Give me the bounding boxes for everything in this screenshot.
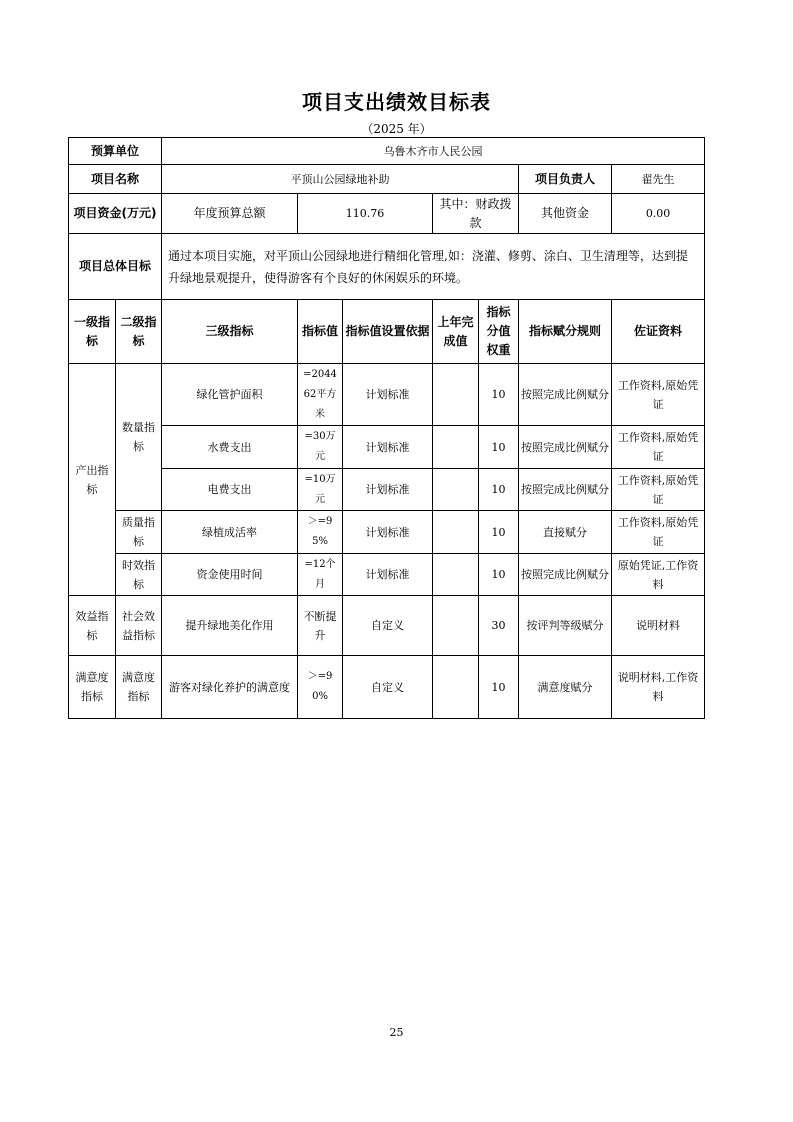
table-row	[69, 511, 705, 554]
indicator-rule: 按评判等级赋分	[519, 596, 612, 656]
page-number: 25	[389, 1026, 404, 1039]
table-row	[69, 656, 705, 719]
indicator-prev	[433, 364, 479, 426]
indicator-name: 绿植成活率	[162, 511, 298, 554]
other-funds-label: 其他资金	[519, 194, 612, 234]
project-name-value: 平顶山公园绿地补助	[162, 165, 519, 194]
indicator-name: 水费支出	[162, 426, 298, 469]
indicator-weight: 10	[479, 426, 519, 469]
table-row	[69, 364, 705, 426]
indicator-name: 资金使用时间	[162, 554, 298, 596]
indicator-basis: 计划标准	[343, 469, 433, 511]
indicator-rule: 直接赋分	[519, 511, 612, 554]
project-leader-label: 项目负责人	[519, 165, 612, 194]
header-level3: 三级指标	[162, 300, 298, 364]
header-level2: 二级指标	[116, 300, 162, 364]
table-row	[69, 469, 705, 511]
indicator-weight: 30	[479, 596, 519, 656]
annual-budget-label: 年度预算总额	[162, 194, 298, 234]
indicator-evidence: 工作资料,原始凭证	[612, 364, 705, 426]
indicator-evidence: 工作资料,原始凭证	[612, 426, 705, 469]
header-level1: 一级指标	[69, 300, 116, 364]
funds-label: 项目资金(万元)	[69, 194, 162, 234]
overall-goal-label: 项目总体目标	[69, 234, 162, 300]
group-benefit: 效益指标	[69, 596, 116, 656]
indicator-prev	[433, 511, 479, 554]
indicator-name: 提升绿地美化作用	[162, 596, 298, 656]
group-satisfaction-level2: 满意度指标	[116, 656, 162, 719]
indicator-rule: 满意度赋分	[519, 656, 612, 719]
indicator-value: =204462平方米	[298, 364, 343, 426]
indicator-weight: 10	[479, 554, 519, 596]
indicator-rule: 按照完成比例赋分	[519, 469, 612, 511]
table-row	[69, 426, 705, 469]
row-project-name	[69, 165, 705, 194]
header-prev: 上年完成值	[433, 300, 479, 364]
budget-unit-value: 乌鲁木齐市人民公园	[162, 138, 705, 165]
indicator-basis: 计划标准	[343, 511, 433, 554]
indicator-evidence: 工作资料,原始凭证	[612, 511, 705, 554]
row-funds	[69, 194, 705, 234]
indicator-prev	[433, 656, 479, 719]
indicator-prev	[433, 426, 479, 469]
indicator-prev	[433, 554, 479, 596]
header-weight: 指标分值权重	[479, 300, 519, 364]
fiscal-label: 其中：财政拨款	[433, 194, 519, 234]
indicator-value: =30万元	[298, 426, 343, 469]
performance-table	[68, 137, 705, 719]
group-satisfaction: 满意度指标	[69, 656, 116, 719]
indicator-basis: 计划标准	[343, 554, 433, 596]
indicator-weight: 10	[479, 469, 519, 511]
indicator-rule: 按照完成比例赋分	[519, 364, 612, 426]
indicator-value: 不断提升	[298, 596, 343, 656]
indicator-name: 电费支出	[162, 469, 298, 511]
group-time: 时效指标	[116, 554, 162, 596]
indicator-rule: 按照完成比例赋分	[519, 554, 612, 596]
indicator-basis: 计划标准	[343, 364, 433, 426]
group-quality: 质量指标	[116, 511, 162, 554]
project-leader-value: 翟先生	[612, 165, 705, 194]
indicator-value: =12个月	[298, 554, 343, 596]
annual-budget-value: 110.76	[298, 194, 433, 234]
indicator-evidence: 原始凭证,工作资料	[612, 554, 705, 596]
overall-goal-value: 通过本项目实施，对平顶山公园绿地进行精细化管理,如：浇灌、修剪、涂白、卫生清理等，达到提升绿地景观提升，使得游客有个良好的休闲娱乐的环境。	[162, 234, 705, 300]
header-rule: 指标赋分规则	[519, 300, 612, 364]
page-title: 项目支出绩效目标表	[302, 90, 491, 114]
budget-unit-label: 预算单位	[69, 138, 162, 165]
group-output: 产出指标	[69, 364, 116, 596]
indicator-weight: 10	[479, 364, 519, 426]
header-row	[69, 300, 705, 364]
project-name-label: 项目名称	[69, 165, 162, 194]
indicator-prev	[433, 469, 479, 511]
indicator-basis: 计划标准	[343, 426, 433, 469]
table-row	[69, 554, 705, 596]
header-value: 指标值	[298, 300, 343, 364]
indicator-value: =10万元	[298, 469, 343, 511]
indicator-weight: 10	[479, 656, 519, 719]
table-row	[69, 596, 705, 656]
row-overall-goal	[69, 234, 705, 300]
indicator-weight: 10	[479, 511, 519, 554]
indicator-value: ＞=90%	[298, 656, 343, 719]
indicator-name: 绿化管护面积	[162, 364, 298, 426]
indicator-value: ＞=95%	[298, 511, 343, 554]
indicator-name: 游客对绿化养护的满意度	[162, 656, 298, 719]
row-budget-unit	[69, 138, 705, 165]
other-funds-value: 0.00	[612, 194, 705, 234]
indicator-basis: 自定义	[343, 596, 433, 656]
header-basis: 指标值设置依据	[343, 300, 433, 364]
indicator-rule: 按照完成比例赋分	[519, 426, 612, 469]
indicator-evidence: 说明材料,工作资料	[612, 656, 705, 719]
year-label: （2025 年）	[361, 122, 432, 136]
indicator-evidence: 说明材料	[612, 596, 705, 656]
header-evidence: 佐证资料	[612, 300, 705, 364]
indicator-basis: 自定义	[343, 656, 433, 719]
group-social: 社会效益指标	[116, 596, 162, 656]
indicator-prev	[433, 596, 479, 656]
indicator-evidence: 工作资料,原始凭证	[612, 469, 705, 511]
group-quantity: 数量指标	[116, 364, 162, 511]
